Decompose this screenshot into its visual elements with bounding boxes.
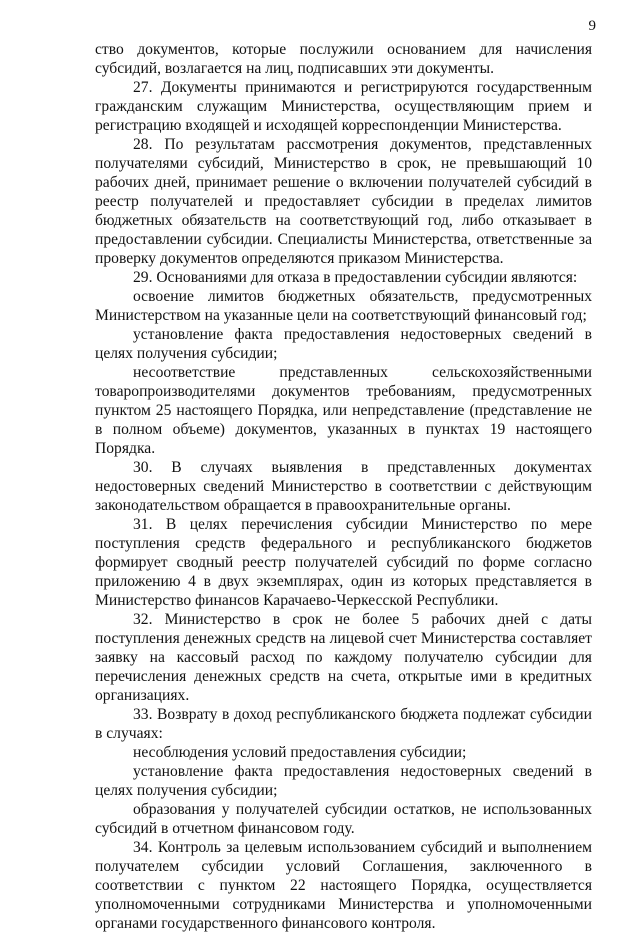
- document-body: [95, 40, 592, 933]
- paragraph-33-item-1: несоблюдения условий предоставления субсидии;: [133, 744, 467, 761]
- paragraph-31: 31. В целях перечисления субсидии Министерство по мере поступления средств федерального и республиканского бюджетов формирует сводный реестр получателей субсидий по форме согласно приложению 4 в двух экземплярах, один из которых представляется в Министерство финансов Карачаево-Черкесской Республики.: [95, 516, 592, 609]
- paragraph-27: 27. Документы принимаются и регистрируются государственным гражданским служащим Министерства, осуществляющим прием и регистрацию входящей и исходящей корреспонденции Министерства.: [95, 79, 592, 134]
- paragraph-29-item-1: освоение лимитов бюджетных обязательств, предусмотренных Министерством на указанные цели на соответствующий финансовый год;: [95, 288, 592, 324]
- page-number: 9: [588, 18, 596, 34]
- paragraph-29-item-3: несоответствие представленных сельскохозяйственными товаропроизводителями документов требованиям, предусмотренных пунктом 25 настоящего Порядка, или непредставление (представление не в полном объеме) документов, указанных в пунктах 19 настоящего Порядка.: [95, 364, 592, 457]
- paragraph-33-item-3: образования у получателей субсидии остатков, не использованных субсидий в отчетном финансовом году.: [95, 801, 592, 837]
- paragraph-28: 28. По результатам рассмотрения документов, представленных получателями субсидий, Министерство в срок, не превышающий 10 рабочих дней, принимает решение о включении получателей субсидий в реестр получателей и предоставляет субсидии в пределах лимитов бюджетных обязательств на соответствующий год, либо отказывает в предоставлении субсидии. Специалисты Министерства, ответственные за проверку документов определяются приказом Министерства.: [95, 136, 592, 267]
- paragraph-34: 34. Контроль за целевым использованием субсидий и выполнением получателем субсидии условий Соглашения, заключенного в соответствии с пунктом 22 настоящего Порядка, осуществляется уполномоченными сотрудниками Министерства и уполномоченными органами государственного финансового контроля.: [95, 839, 592, 932]
- paragraph-30: 30. В случаях выявления в представленных документах недостоверных сведений Министерство в соответствии с действующим законодательством обращается в правоохранительные органы.: [95, 459, 592, 514]
- paragraph-29-item-2: установление факта предоставления недостоверных сведений в целях получения субсидии;: [95, 326, 592, 362]
- paragraph-32: 32. Министерство в срок не более 5 рабочих дней с даты поступления денежных средств на лицевой счет Министерства составляет заявку на кассовый расход по каждому получателю субсидии для перечисления денежных средств на счета, открытые ими в кредитных организациях.: [95, 611, 592, 704]
- paragraph-33-item-2: установление факта предоставления недостоверных сведений в целях получения субсидии;: [95, 763, 592, 799]
- paragraph-continuation: ство документов, которые послужили основанием для начисления субсидий, возлагается на лиц, подписавших эти документы.: [95, 41, 592, 77]
- paragraph-33: 33. Возврату в доход республиканского бюджета подлежат субсидии в случаях:: [95, 706, 592, 742]
- paragraph-29: 29. Основаниями для отказа в предоставлении субсидии являются:: [133, 269, 578, 286]
